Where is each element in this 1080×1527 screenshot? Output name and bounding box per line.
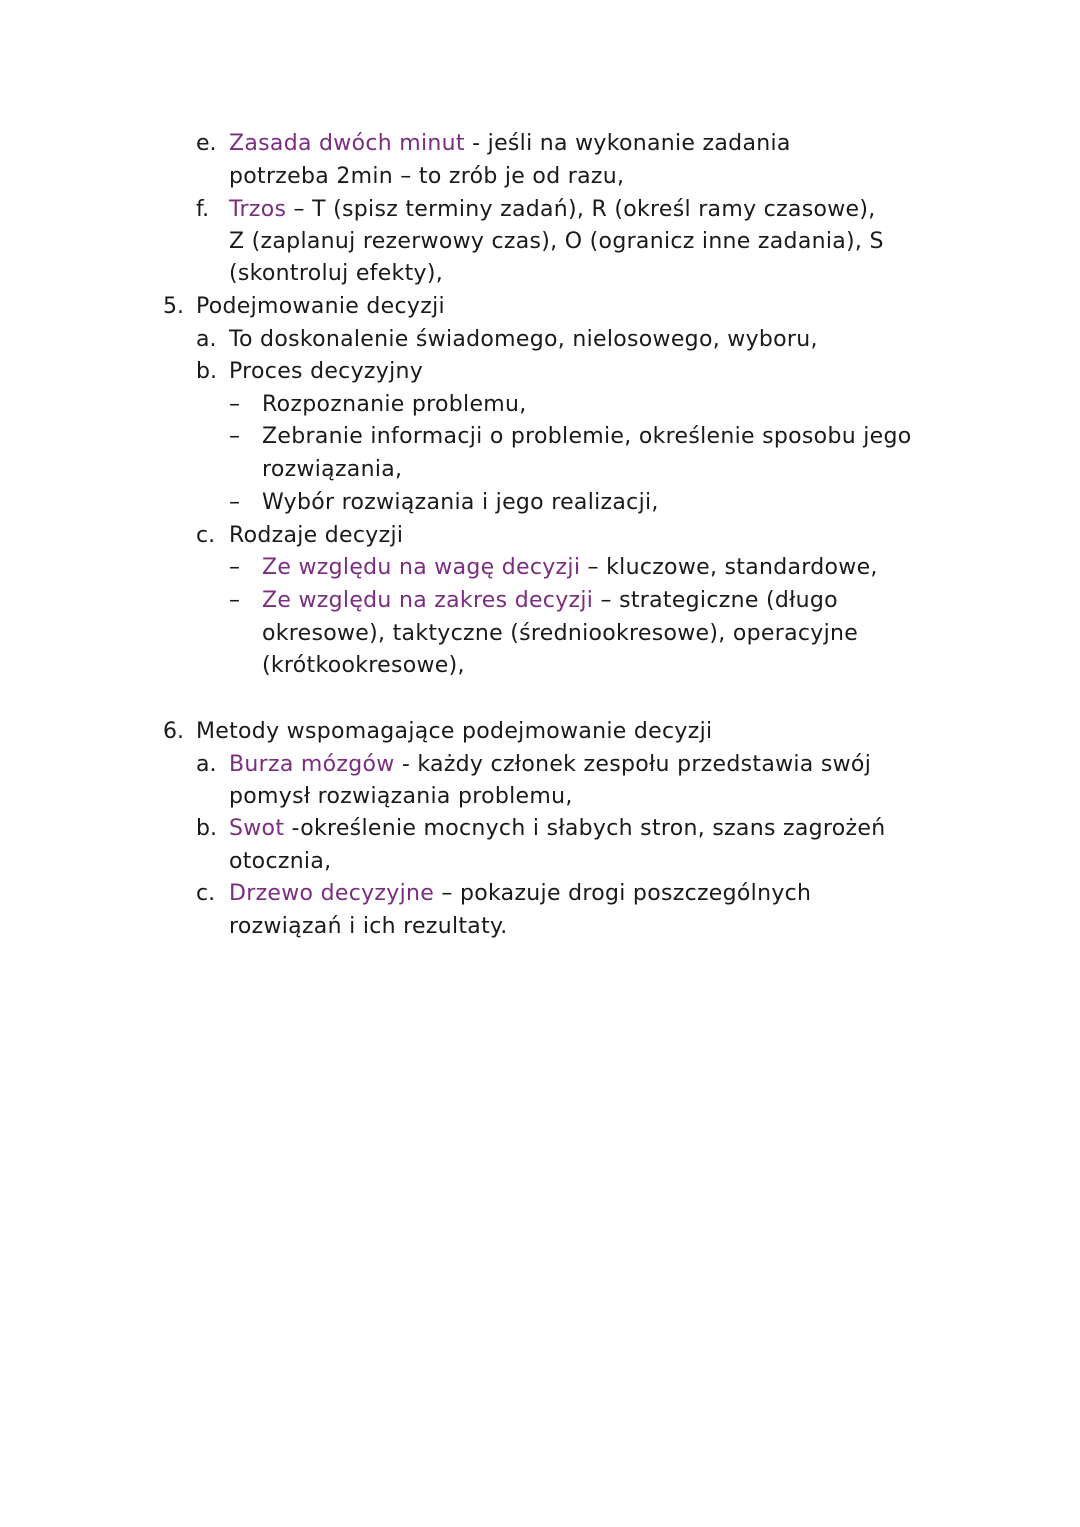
list-marker: e. <box>196 131 217 156</box>
list-marker: b. <box>196 359 217 384</box>
item-text: - każdy członek zespołu przedstawia swój <box>394 752 872 777</box>
highlighted-term: Ze względu na zakres decyzji <box>262 588 594 613</box>
bullet-item: Wybór rozwiązania i jego realizacji, <box>262 490 659 515</box>
list-item-burza-mozgow <box>229 749 871 781</box>
bullet-item-continued: rozwiązania, <box>262 457 403 482</box>
section-title-metody: Metody wspomagające podejmowanie decyzji <box>196 719 713 744</box>
item-text-continued: potrzeba 2min – to zrób je od razu, <box>229 164 625 189</box>
item-text-continued: otocznia, <box>229 849 332 874</box>
item-text-continued: rozwiązań i ich rezultaty. <box>229 914 508 939</box>
list-marker: a. <box>196 327 217 352</box>
bullet-item-continued: (krótkookresowe), <box>262 653 465 678</box>
list-item-rodzaje-decyzji: Rodzaje decyzji <box>229 523 404 548</box>
item-text-continued: (skontroluj efekty), <box>229 261 443 286</box>
list-item-proces-decyzyjny: Proces decyzyjny <box>229 359 424 384</box>
bullet-item: Zebranie informacji o problemie, określenie sposobu jego <box>262 424 912 449</box>
list-marker: b. <box>196 816 217 841</box>
item-text-continued: Z (zaplanuj rezerwowy czas), O (ogranicz inne zadania), S <box>229 229 884 254</box>
dash-bullet: – <box>229 490 240 515</box>
highlighted-term: Drzewo decyzyjne <box>229 881 435 906</box>
list-item: To doskonalenie świadomego, nielosowego, wyboru, <box>229 327 818 352</box>
dash-bullet: – <box>229 392 240 417</box>
highlighted-term: Burza mózgów <box>229 752 395 777</box>
section-number: 5. <box>163 294 184 319</box>
list-item-trzos <box>229 194 876 226</box>
list-item-zasada-dwoch-minut <box>229 128 791 160</box>
item-text: – kluczowe, standardowe, <box>580 555 878 580</box>
item-text: -określenie mocnych i słabych stron, szans zagrożeń <box>284 816 886 841</box>
section-number: 6. <box>163 719 184 744</box>
highlighted-term: Ze względu na wagę decyzji <box>262 555 581 580</box>
bullet-item <box>262 552 878 584</box>
bullet-item-continued: okresowe), taktyczne (średniookresowe), operacyjne <box>262 621 859 646</box>
dash-bullet: – <box>229 555 240 580</box>
item-text: – strategiczne (długo <box>593 588 838 613</box>
list-item-swot <box>229 813 885 845</box>
highlighted-term: Swot <box>229 816 285 841</box>
item-text: – T (spisz terminy zadań), R (określ ramy czasowe), <box>286 197 876 222</box>
item-text: – pokazuje drogi poszczególnych <box>434 881 812 906</box>
bullet-item <box>262 585 838 617</box>
list-marker: f. <box>196 197 210 222</box>
dash-bullet: – <box>229 588 240 613</box>
item-text: - jeśli na wykonanie zadania <box>464 131 791 156</box>
highlighted-term: Zasada dwóch minut <box>229 131 465 156</box>
dash-bullet: – <box>229 424 240 449</box>
list-marker: a. <box>196 752 217 777</box>
section-title-podejmowanie-decyzji: Podejmowanie decyzji <box>196 294 445 319</box>
list-marker: c. <box>196 881 216 906</box>
highlighted-term: Trzos <box>229 197 287 222</box>
list-item-drzewo-decyzyjne <box>229 878 811 910</box>
list-marker: c. <box>196 523 216 548</box>
bullet-item: Rozpoznanie problemu, <box>262 392 527 417</box>
item-text-continued: pomysł rozwiązania problemu, <box>229 784 573 809</box>
